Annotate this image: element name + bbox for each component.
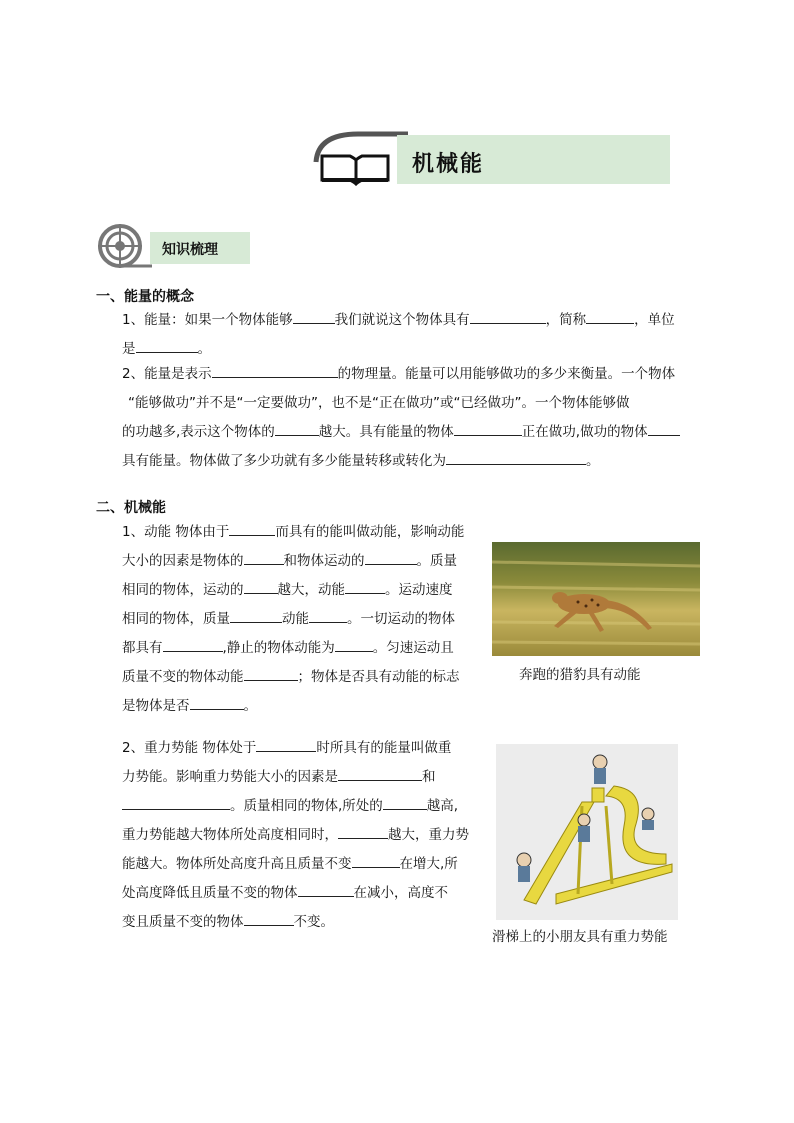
blank[interactable]: [454, 421, 522, 436]
blank[interactable]: [229, 521, 275, 536]
blank[interactable]: [365, 550, 417, 565]
section-heading-mechanical-energy: 二、机械能: [96, 500, 166, 516]
paragraph-kinetic-energy: 1、动能 物体由于 而具有的能叫做动能，影响动能 大小的因素是物体的 和物体运动的 。质量 相同的物体，运动的 越大，动能 。运动速度 相同的物体，质量 动能 。一切运动的物体 都具有 ,静止的物体动能为 。匀速运动且 质量不变的物体动能 ；物体是否具有动能的标志 是物体是否 。: [122, 518, 492, 721]
blank[interactable]: [345, 579, 385, 594]
caption-slide: 滑梯上的小朋友具有重力势能: [492, 929, 668, 945]
caption-cheetah: 奔跑的猎豹具有动能: [519, 667, 641, 683]
section-heading-energy: 一、能量的概念: [96, 289, 194, 305]
blank[interactable]: [470, 309, 546, 324]
blank[interactable]: [136, 338, 198, 353]
target-icon: [96, 222, 152, 270]
blank[interactable]: [338, 824, 388, 839]
blank[interactable]: [275, 421, 319, 436]
blank[interactable]: [244, 666, 298, 681]
blank[interactable]: [230, 608, 282, 623]
slide-illustration: [496, 744, 678, 920]
blank[interactable]: [256, 737, 316, 752]
blank[interactable]: [244, 579, 278, 594]
blank[interactable]: [335, 637, 373, 652]
blank[interactable]: [586, 309, 634, 324]
blank[interactable]: [163, 637, 223, 652]
blank[interactable]: [309, 608, 347, 623]
blank[interactable]: [122, 795, 230, 810]
blank[interactable]: [212, 363, 338, 378]
blank[interactable]: [648, 421, 680, 436]
blank[interactable]: [244, 550, 284, 565]
paragraph-energy-measure: 2、能量是表示 的物理量。能量可以用能够做功的多少来衡量。一个物体 “能够做功”并不是“一定要做功”，也不是“正在做功”或“已经做功”。一个物体能够做 的功越多,表示这个物体的 越大。具有能量的物体 正在做功,做功的物体 具有能量。物体做了多少功就有多少能量转移或转化为 。: [122, 360, 712, 476]
blank[interactable]: [352, 853, 400, 868]
cheetah-photo: [492, 542, 700, 656]
book-icon: [308, 128, 408, 188]
blank[interactable]: [298, 882, 354, 897]
paragraph-gravitational-energy: 2、重力势能 物体处于 时所具有的能量叫做重 力势能。影响重力势能大小的因素是 和 。质量相同的物体,所处的 越高, 重力势能越大物体所处高度相同时， 越大，重力势 能越大。物体所处高度升高且质量不变 在增大,所 处高度降低且质量不变的物体 在减小，高度不 变且质量不变的物体 不变。: [122, 734, 494, 937]
blank[interactable]: [293, 309, 335, 324]
blank[interactable]: [383, 795, 427, 810]
blank[interactable]: [446, 450, 586, 465]
blank[interactable]: [190, 695, 244, 710]
blank[interactable]: [244, 911, 294, 926]
paragraph-energy-definition: 1、能量：如果一个物体能够 我们就说这个物体具有 ，简称 ，单位 是 。: [122, 306, 702, 364]
section-badge-label: 知识梳理: [162, 242, 218, 258]
page-title: 机械能: [412, 152, 485, 177]
blank[interactable]: [338, 766, 422, 781]
